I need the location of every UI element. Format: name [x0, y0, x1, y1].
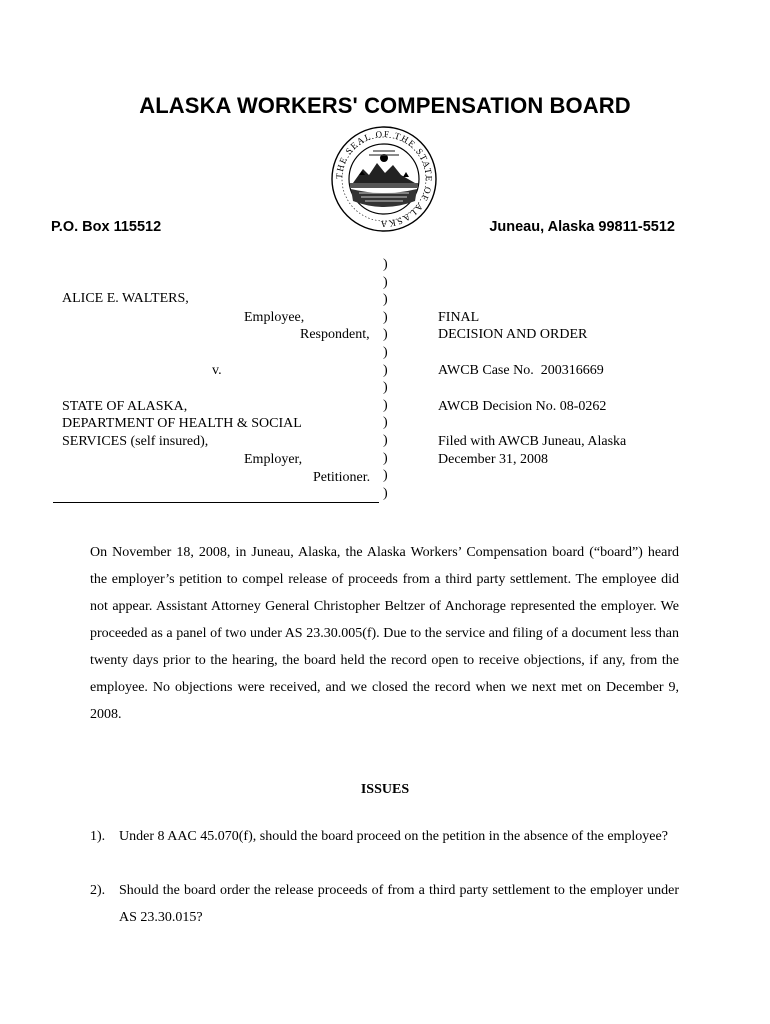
state-seal-icon: [329, 125, 439, 233]
issue-text: Should the board order the release proceeds of from a third party settlement to the employer under AS 23.30.015?: [119, 883, 679, 925]
decision-type-line-1: FINAL: [438, 310, 480, 325]
intro-paragraph: On November 18, 2008, in Juneau, Alaska, the Alaska Workers’ Compensation board (“board”) heard the employer’s petition to compel release of proceeds from a third party settlement. The employee did not appear. Assistant Attorney General Christopher Beltzer of Anchorage represented the employer. We proceeded as a panel of two under AS 23.30.005(f). Due to the service and filing of a document less than twenty days prior to the hearing, the board held the record open to receive objections, if any, from the employee. No objections were received, and we closed the record when we next met on December 9, 2008.: [90, 545, 679, 722]
versus: v.: [212, 363, 222, 378]
case-number: AWCB Case No. 200316669: [438, 363, 604, 378]
divider-paren: ): [383, 380, 388, 396]
employer-line-2: DEPARTMENT OF HEALTH & SOCIAL: [62, 416, 302, 431]
divider-paren: ): [383, 344, 388, 360]
divider-paren: ): [383, 274, 388, 290]
issue-number: 1).: [90, 829, 106, 844]
divider-paren: ): [383, 292, 388, 308]
board-title: ALASKA WORKERS' COMPENSATION BOARD: [139, 93, 631, 118]
issue-item: [90, 877, 679, 931]
divider-paren: ): [383, 432, 388, 448]
employer-status: Petitioner.: [313, 470, 371, 485]
employer-line-3: SERVICES (self insured),: [62, 434, 209, 449]
divider-paren: ): [383, 468, 388, 484]
divider-paren: ): [383, 450, 388, 466]
decision-number: AWCB Decision No. 08-0262: [438, 399, 607, 414]
divider-paren: ): [383, 309, 388, 325]
issues-heading: ISSUES: [360, 782, 410, 797]
employee-role: Employee,: [244, 310, 305, 325]
divider-paren: ): [383, 362, 388, 378]
caption-divider: [383, 256, 393, 502]
issue-number: 2).: [90, 883, 106, 898]
seal-text: THE SEAL OF THE STATE OF ALASKA: [333, 128, 435, 230]
employee-status: Respondent,: [300, 327, 370, 342]
decision-type-line-2: DECISION AND ORDER: [438, 327, 588, 342]
divider-paren: ): [383, 257, 388, 272]
po-box: P.O. Box 115512: [51, 219, 162, 235]
caption-underline: [53, 502, 379, 503]
employer-role: Employer,: [244, 452, 303, 467]
city-address: Juneau, Alaska 99811-5512: [489, 219, 675, 235]
filed-line-1: Filed with AWCB Juneau, Alaska: [438, 434, 627, 449]
filed-line-2: December 31, 2008: [438, 452, 549, 467]
divider-paren: ): [383, 397, 388, 413]
divider-paren: ): [383, 327, 388, 343]
divider-paren: ): [383, 485, 388, 501]
divider-paren: ): [383, 415, 388, 431]
issue-text: Under 8 AAC 45.070(f), should the board proceed on the petition in the absence of the employee?: [119, 829, 668, 844]
issue-item: [90, 823, 679, 850]
employer-line-1: STATE OF ALASKA,: [62, 399, 188, 414]
employee-name: ALICE E. WALTERS,: [62, 291, 189, 306]
